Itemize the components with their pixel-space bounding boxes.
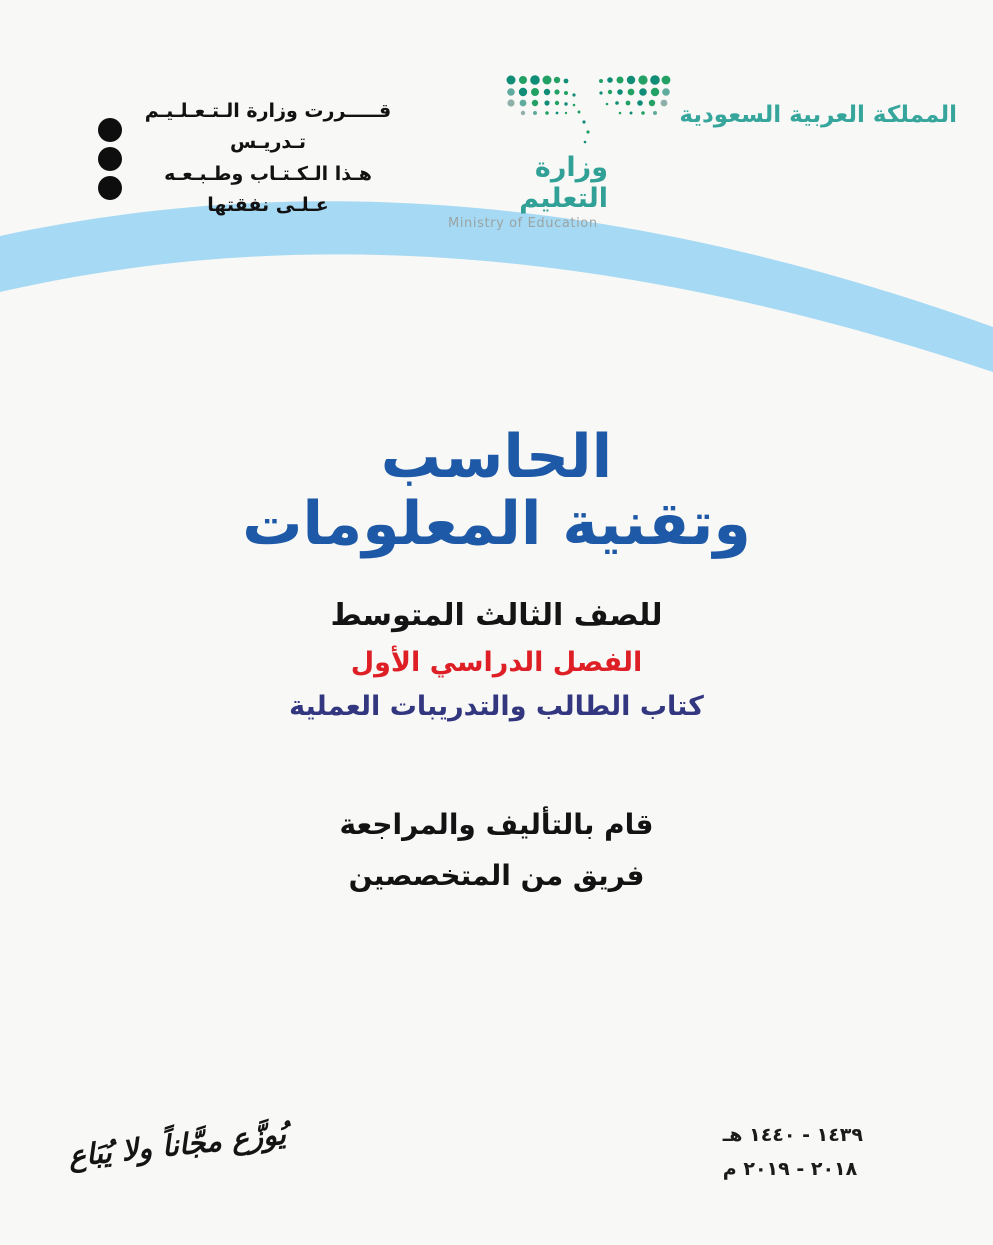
- book-type-label: كتاب الطالب والتدريبات العملية: [289, 691, 704, 722]
- edition-years: [723, 1118, 863, 1186]
- authors-block: [0, 808, 993, 892]
- ministry-wordmark-english: Ministry of Education: [448, 216, 598, 231]
- ministry-wordmark-arabic: وزارة التعليم: [519, 152, 608, 214]
- decree-line-1: قـــــررت وزارة الـتـعـلـيـم تـدريـس: [144, 100, 392, 154]
- authors-line-1: قام بالتأليف والمراجعة: [339, 808, 654, 841]
- subtitle-block: [0, 598, 993, 722]
- book-title: [0, 424, 993, 558]
- decree-line-2: هـذا الـكـتـاب وطـبـعـه عـلـى نفقتها: [164, 162, 372, 217]
- kingdom-name: المملكة العربية السعودية: [679, 102, 957, 128]
- gregorian-years: ٢٠١٨ - ٢٠١٩ م: [722, 1158, 858, 1181]
- decree-block: [98, 96, 394, 221]
- decree-text: [142, 96, 394, 221]
- authors-line-2: فريق من المتخصصين: [348, 859, 645, 892]
- book-title-line-2: وتقنية المعلومات: [242, 489, 751, 560]
- free-distribution-note: يُوزَّع مجَّاناً ولا يُبَاع: [66, 1116, 288, 1174]
- hijri-years: ١٤٣٩ - ١٤٤٠ هـ: [722, 1124, 863, 1146]
- moe-palm-dots-icon: [503, 70, 673, 150]
- three-dots-icon: [98, 118, 122, 200]
- ministry-logo: [448, 70, 683, 231]
- book-title-line-1: الحاسب: [380, 422, 613, 492]
- semester-label: الفصل الدراسي الأول: [350, 647, 643, 678]
- grade-level: للصف الثالث المتوسط: [330, 598, 663, 633]
